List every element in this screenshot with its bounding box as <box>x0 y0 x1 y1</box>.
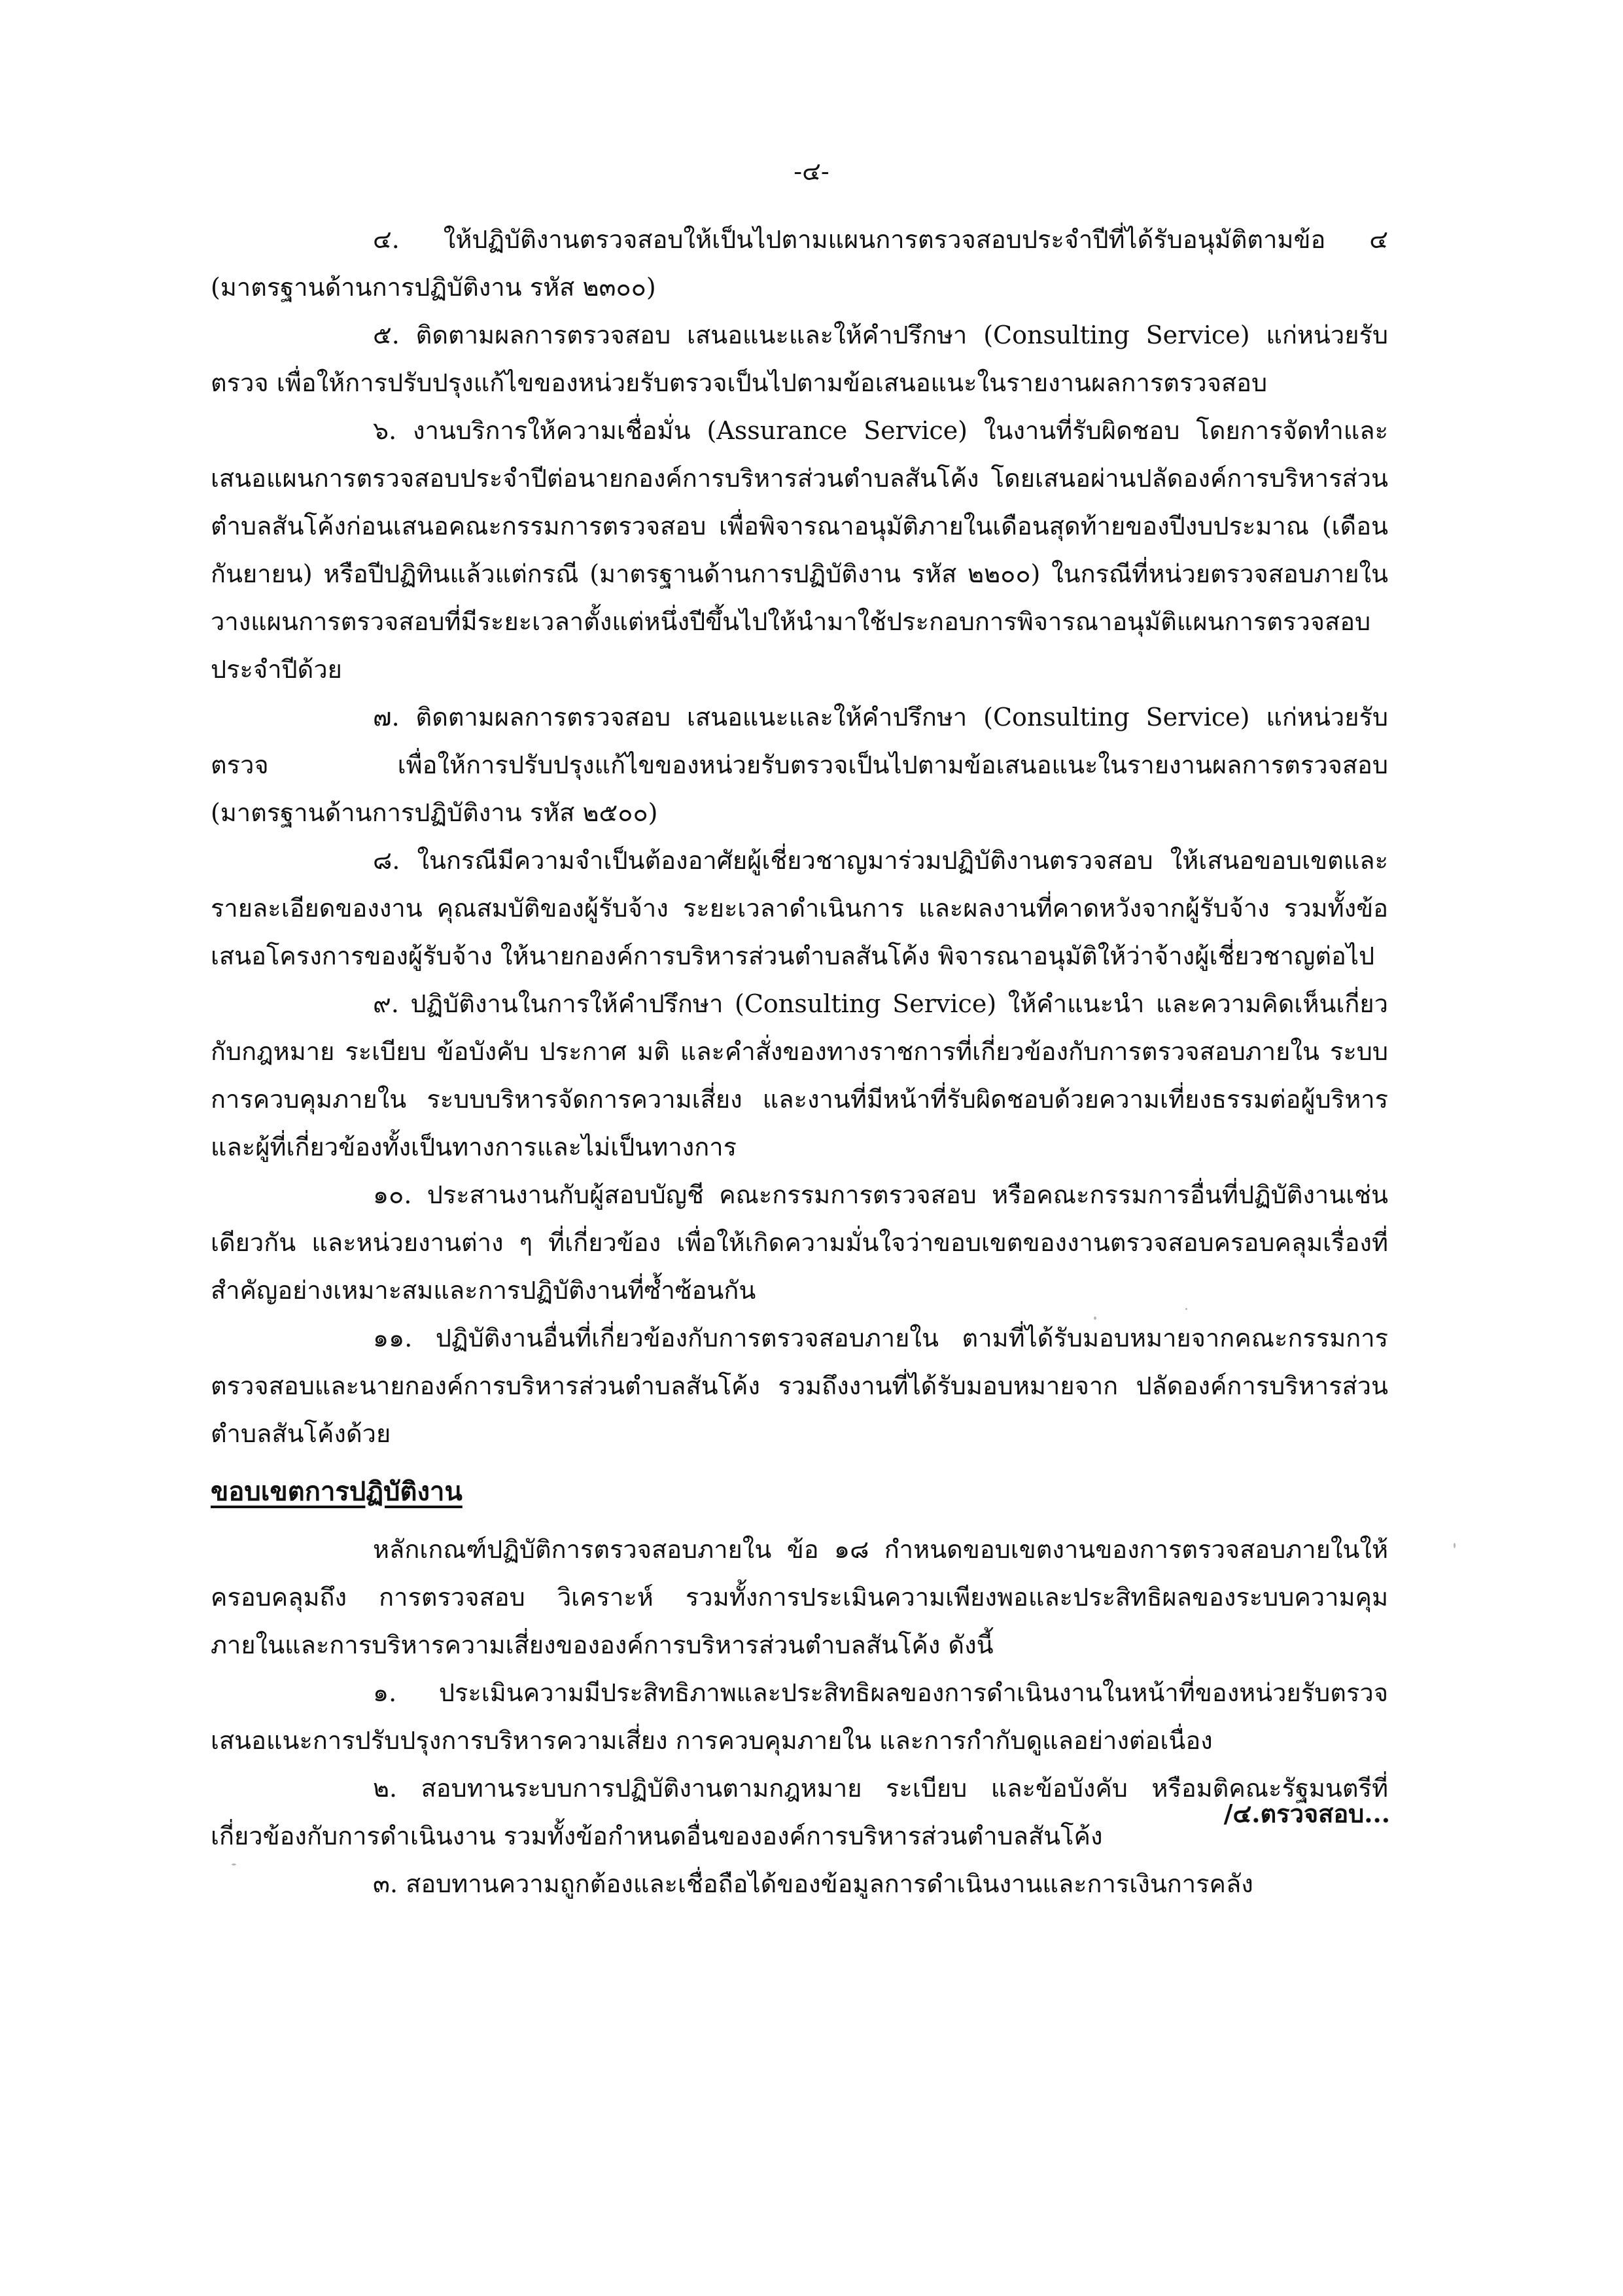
paragraph-item-4: ๔. ให้ปฏิบัติงานตรวจสอบให้เป็นไปตามแผนการตรวจสอบประจำปีที่ได้รับอนุมัติตามข้อ ๔ (มาตรฐานด้านการปฏิบัติงาน รหัส ๒๓๐๐) <box>211 225 1388 302</box>
scope-item-1: ๑. ประเมินความมีประสิทธิภาพและประสิทธิผลของการดำเนินงานในหน้าที่ของหน่วยรับตรวจ เสนอแนะการปรับปรุงการบริหารความเสี่ยง การควบคุมภายใน และการกำกับดูแลอย่างต่อเนื่อง <box>211 1678 1388 1755</box>
document-body <box>211 216 1388 1908</box>
scope-heading: ขอบเขตการปฏิบัติงาน <box>211 1476 462 1507</box>
scan-speck <box>1094 1316 1096 1320</box>
scope-item-2: ๒. สอบทานระบบการปฏิบัติงานตามกฎหมาย ระเบียบ และข้อบังคับ หรือมติคณะรัฐมนตรีที่เกี่ยวข้องกับการดำเนินงาน รวมทั้งข้อกำหนดอื่นขององค์การบริหารส่วนตำบลสันโค้ง <box>211 1774 1388 1850</box>
page-number: -๔- <box>794 157 829 186</box>
scope-item-3: ๓. สอบทานความถูกต้องและเชื่อถือได้ของข้อมูลการดำเนินงานและการเงินการคลัง <box>373 1869 1253 1898</box>
paragraph-item-11: ๑๑. ปฏิบัติงานอื่นที่เกี่ยวข้องกับการตรวจสอบภายใน ตามที่ได้รับมอบหมายจากคณะกรรมการตรวจสอบและนายกองค์การบริหารส่วนตำบลสันโค้ง รวมถึงงานที่ได้รับมอบหมายจาก ปลัดองค์การบริหารส่วนตำบลสันโค้งด้วย <box>211 1324 1388 1448</box>
scan-speck <box>232 1863 236 1865</box>
scan-speck <box>1185 1308 1187 1310</box>
paragraph-item-10: ๑๐. ประสานงานกับผู้สอบบัญชี คณะกรรมการตรวจสอบ หรือคณะกรรมการอื่นที่ปฏิบัติงานเช่นเดียวกัน และหน่วยงานต่าง ๆ ที่เกี่ยวข้อง เพื่อให้เกิดความมั่นใจว่าขอบเขตของงานตรวจสอบครอบคลุมเรื่องที่สำคัญอย่างเหมาะสมและการปฏิบัติงานที่ซ้ำซ้อนกัน <box>211 1180 1388 1305</box>
paragraph-item-5: ๕. ติดตามผลการตรวจสอบ เสนอแนะและให้คำปรึกษา (Consulting Service) แก่หน่วยรับตรวจ เพื่อให้การปรับปรุงแก้ไขของหน่วยรับตรวจเป็นไปตามข้อเสนอแนะในรายงานผลการตรวจสอบ <box>211 321 1388 397</box>
scope-intro-paragraph: หลักเกณฑ์ปฏิบัติการตรวจสอบภายใน ข้อ ๑๘ กำหนดขอบเขตงานของการตรวจสอบภายในให้ครอบคลุมถึง การตรวจสอบ วิเคราะห์ รวมทั้งการประเมินความเพียงพอและประสิทธิผลของระบบความคุมภายในและการบริหารความเสี่ยงขององค์การบริหารส่วนตำบลสันโค้ง ดังนี้ <box>211 1535 1388 1659</box>
continuation-marker: /๔.ตรวจสอบ... <box>1223 1799 1390 1828</box>
paragraph-item-9: ๙. ปฏิบัติงานในการให้คำปรึกษา (Consulting Service) ให้คำแนะนำ และความคิดเห็นเกี่ยวกับกฎหมาย ระเบียบ ข้อบังคับ ประกาศ มติ และคำสั่งของทางราชการที่เกี่ยวข้องกับการตรวจสอบภายใน ระบบการควบคุมภายใน ระบบบริหารจัดการความเสี่ยง และงานที่มีหน้าที่รับผิดชอบด้วยความเที่ยงธรรมต่อผู้บริหารและผู้ที่เกี่ยวข้องทั้งเป็นทางการและไม่เป็นทางการ <box>211 989 1388 1161</box>
paragraph-item-7: ๗. ติดตามผลการตรวจสอบ เสนอแนะและให้คำปรึกษา (Consulting Service) แก่หน่วยรับตรวจ เพื่อให้การปรับปรุงแก้ไขของหน่วยรับตรวจเป็นไปตามข้อเสนอแนะในรายงานผลการตรวจสอบ (มาตรฐานด้านการปฏิบัติงาน รหัส ๒๕๐๐) <box>211 703 1388 827</box>
paragraph-item-8: ๘. ในกรณีมีความจำเป็นต้องอาศัยผู้เชี่ยวชาญมาร่วมปฏิบัติงานตรวจสอบ ให้เสนอขอบเขตและรายละเอียดของงาน คุณสมบัติของผู้รับจ้าง ระยะเวลาดำเนินการ และผลงานที่คาดหวังจากผู้รับจ้าง รวมทั้งข้อเสนอโครงการของผู้รับจ้าง ให้นายกองค์การบริหารส่วนตำบลสันโค้ง พิจารณาอนุมัติให้ว่าจ้างผู้เชี่ยวชาญต่อไป <box>211 846 1388 970</box>
paragraph-item-6: ๖. งานบริการให้ความเชื่อมั่น (Assurance Service) ในงานที่รับผิดชอบ โดยการจัดทำและเสนอแผนการตรวจสอบประจำปีต่อนายกองค์การบริหารส่วนตำบลสันโค้ง โดยเสนอผ่านปลัดองค์การบริหารส่วนตำบลสันโค้งก่อนเสนอคณะกรรมการตรวจสอบ เพื่อพิจารณาอนุมัติภายในเดือนสุดท้ายของปีงบประมาณ (เดือนกันยายน) หรือปีปฏิทินแล้วแต่กรณี (มาตรฐานด้านการปฏิบัติงาน รหัส ๒๒๐๐) ในกรณีที่หน่วยตรวจสอบภายในวางแผนการตรวจสอบที่มีระยะเวลาตั้งแต่หนึ่งปีขึ้นไปให้นำมาใช้ประกอบการพิจารณาอนุมัติแผนการตรวจสอบประจำปีด้วย <box>211 416 1388 684</box>
scan-speck <box>1454 1543 1456 1548</box>
